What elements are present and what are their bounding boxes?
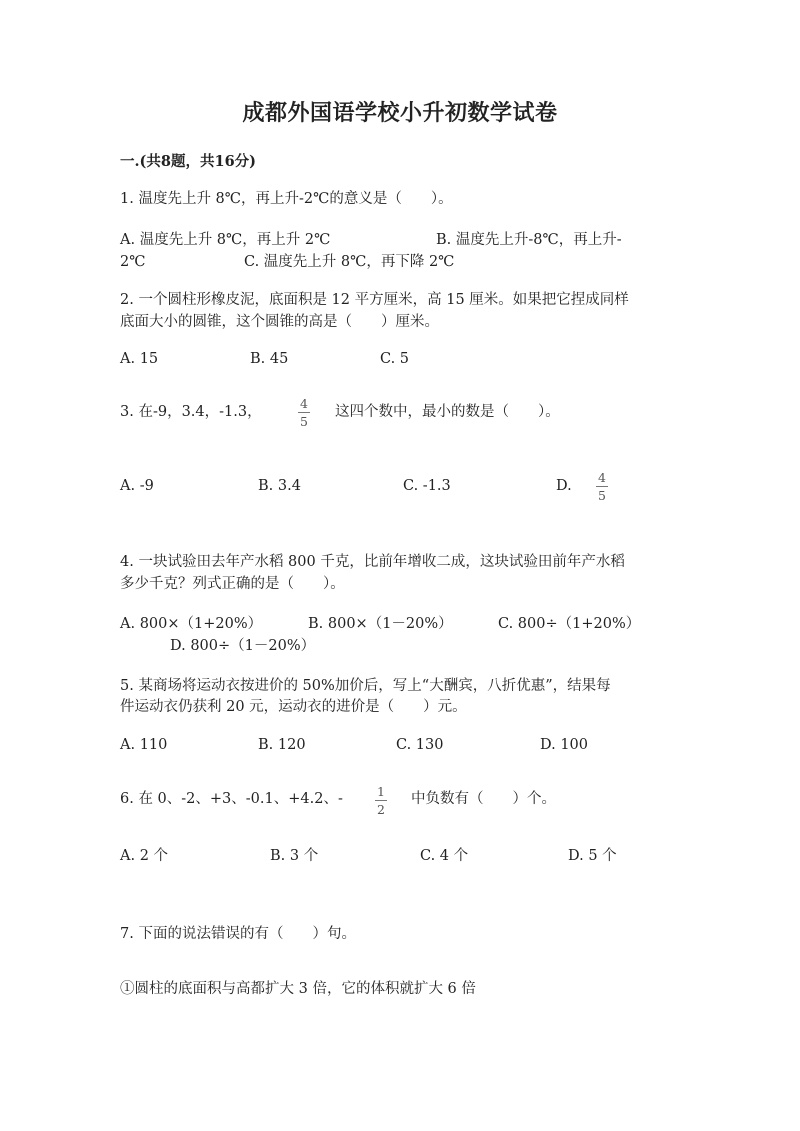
fraction-denominator: 5	[300, 414, 308, 429]
page-title: 成都外国语学校小升初数学试卷	[242, 100, 558, 126]
question-stem: 2. 一个圆柱形橡皮泥，底面积是 12 平方厘米，高 15 厘米。如果把它捏成同样	[120, 292, 629, 308]
option-b: B. 温度先上升-8℃，再上升-	[436, 232, 622, 248]
question-stem: 5. 某商场将运动衣按进价的 50%加价后，写上“大酬宾，八折优惠”，结果每	[120, 678, 611, 694]
option-a: A. 110	[120, 737, 168, 753]
fraction	[297, 397, 311, 428]
option-a: A. 2 个	[120, 848, 169, 864]
fraction-denominator: 2	[377, 802, 385, 817]
option-a: A. -9	[120, 478, 154, 494]
statement-1: ①圆柱的底面积与高都扩大 3 倍，它的体积就扩大 6 倍	[120, 981, 476, 997]
option-b: B. 45	[250, 351, 289, 367]
question-stem-rest: 中负数有（ ）个。	[411, 791, 556, 807]
option-a: A. 800×（1+20%）	[120, 616, 263, 632]
fraction-denominator: 5	[598, 488, 606, 503]
fraction-bar	[298, 412, 310, 413]
fraction	[374, 785, 388, 816]
option-b: B. 800×（1－20%）	[308, 616, 453, 632]
fraction-bar	[596, 486, 608, 487]
question-stem: 7. 下面的说法错误的有（ ）句。	[120, 926, 356, 942]
option-b: B. 120	[258, 737, 306, 753]
question-stem: 1. 温度先上升 8℃，再上升-2℃的意义是（ ）。	[120, 191, 453, 207]
option-c: C. 温度先上升 8℃，再下降 2℃	[244, 254, 455, 270]
question-stem: 4. 一块试验田去年产水稻 800 千克，比前年增收二成，这块试验田前年产水稻	[120, 554, 625, 570]
question-stem-rest: 这四个数中，最小的数是（ ）。	[335, 404, 560, 420]
option-b: B. 3 个	[270, 848, 319, 864]
option-c: C. 5	[380, 351, 410, 367]
question-stem-line-2: 件运动衣仍获利 20 元，运动衣的进价是（ ）元。	[120, 699, 467, 715]
option-c: C. -1.3	[403, 478, 451, 494]
option-a: A. 15	[120, 351, 159, 367]
question-stem: 6. 在 0、-2、+3、-0.1、+4.2、-	[120, 791, 343, 807]
option-c: C. 130	[396, 737, 444, 753]
option-c: C. 800÷（1+20%）	[498, 616, 641, 632]
question-stem-line-2: 多少千克？列式正确的是（ ）。	[120, 576, 345, 592]
fraction-numerator: 4	[300, 396, 308, 411]
option-c: C. 4 个	[420, 848, 469, 864]
option-b-continued: 2℃	[120, 254, 146, 270]
fraction-numerator: 4	[598, 470, 606, 485]
question-stem: 3. 在-9，3.4，-1.3，	[120, 404, 262, 420]
fraction-bar	[375, 800, 387, 801]
section-heading: 一.(共8题，共16分)	[120, 153, 257, 170]
option-d: D. 100	[540, 737, 589, 753]
fraction-numerator: 1	[377, 784, 385, 799]
option-d: D. 5 个	[568, 848, 617, 864]
option-d-fraction	[595, 471, 609, 502]
question-stem-line-2: 底面大小的圆锥，这个圆锥的高是（ ）厘米。	[120, 314, 439, 330]
option-d: D.	[556, 478, 572, 494]
option-d: D. 800÷（1－20%）	[170, 638, 316, 654]
option-a: A. 温度先上升 8℃，再上升 2℃	[120, 232, 331, 248]
option-b: B. 3.4	[258, 478, 301, 494]
